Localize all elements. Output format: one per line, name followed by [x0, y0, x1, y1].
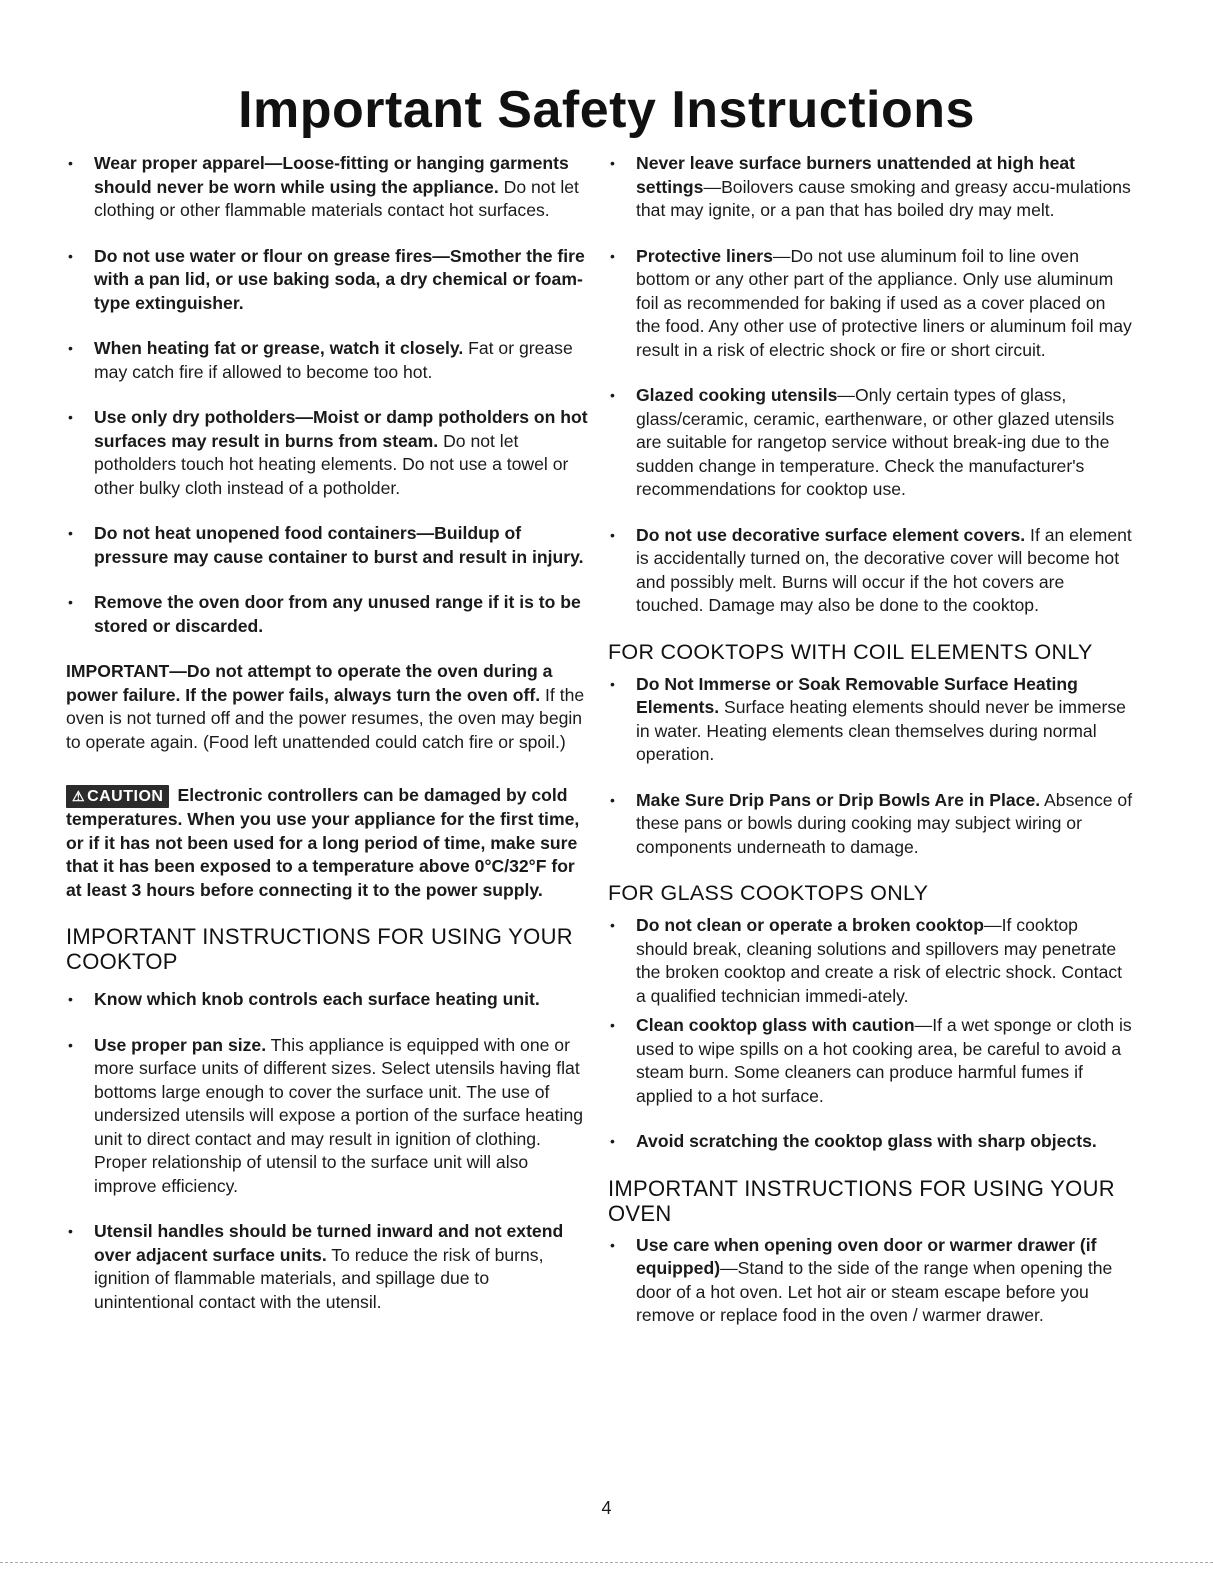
coil-heading: FOR COOKTOPS WITH COIL ELEMENTS ONLY — [608, 639, 1093, 664]
bullet-icon: • — [68, 247, 73, 264]
bullet-icon: • — [610, 247, 615, 264]
list-item — [608, 1234, 1133, 1328]
list-item — [66, 591, 588, 638]
item-text: Do not let potholders touch hot heating elements. Do not use a towel or other bulky cloth instead of a potholder. — [94, 430, 569, 498]
item-bold: Do not use water or flour on grease fires—Smother the fire with a pan lid, or use baking soda, a dry chemical or foam-type extinguisher. — [94, 245, 585, 313]
caution-badge-label: CAUTION — [87, 788, 164, 805]
caution-bold: Electronic controllers can be damaged by cold temperatures. When you use your appliance for the first time, or if it has not been used for a long period of time, make sure that it has been exposed to a temperature above 0°C/32°F for at least 3 hours before connecting it to the power supply. — [66, 785, 580, 900]
bullet-icon: • — [610, 526, 615, 543]
item-bold: Never leave surface burners unattended at high heat settings — [636, 153, 1076, 197]
bullet-icon: • — [610, 1017, 615, 1033]
glass-heading: FOR GLASS COOKTOPS ONLY — [608, 881, 929, 905]
item-text: —Do not use aluminum foil to line oven bottom or any other part of the appliance. Only use aluminum foil as recommended for baking if used as a cover placed on the food. Any other use of protective liners or aluminum foil may result in a risk of electric shock or fire or short circuit. — [636, 245, 1132, 360]
list-item — [608, 152, 1133, 223]
item-bold: Use proper pan size. — [94, 1034, 267, 1055]
item-bold: Utensil handles should be turned inward and not extend over adjacent surface units. — [94, 1221, 564, 1265]
list-item — [66, 988, 588, 1012]
right-column — [608, 152, 1133, 1350]
list-item — [66, 1220, 588, 1314]
list-item — [66, 406, 588, 500]
caution-badge — [66, 785, 169, 808]
item-text: Absence of these pans or bowls during cooking may subject wiring or components underneath to damage. — [636, 789, 1133, 857]
item-bold: When heating fat or grease, watch it closely. — [94, 338, 464, 358]
item-text: To reduce the risk of burns, ignition of flammable materials, and spillage due to unintentional contact with the utensil. — [94, 1244, 544, 1312]
item-text: If an element is accidentally turned on, the decorative cover will become hot and possibly melt. Burns will occur if the hot covers are touched. Damage may also be done to the cooktop. — [636, 524, 1132, 615]
item-bold: Make Sure Drip Pans or Drip Bowls Are in Place. — [636, 789, 1041, 810]
item-text: —If a wet sponge or cloth is used to wipe spills on a hot cooking area, be careful to avoid a steam burn. Some cleaners can produce harmful fumes if applied to a hot surface. — [636, 1015, 1132, 1106]
item-text: Do not let clothing or other flammable materials contact hot surfaces. — [94, 176, 579, 220]
item-bold: Do Not Immerse or Soak Removable Surface Heating Elements. — [636, 673, 1078, 717]
bullet-icon: • — [610, 1236, 615, 1253]
item-bold: Use care when opening oven door or warmer drawer (if equipped) — [636, 1234, 1097, 1278]
item-bold: Know which knob controls each surface heating unit. — [94, 989, 540, 1009]
bullet-icon: • — [68, 991, 73, 1007]
item-text: —Stand to the side of the range when opening the door of a hot oven. Let hot air or steam escape before you remove or replace food in the oven / warmer drawer. — [636, 1258, 1113, 1325]
list-item — [66, 152, 588, 223]
cooktop-heading: IMPORTANT INSTRUCTIONS FOR USING YOUR COOKTOP — [66, 924, 573, 974]
list-item — [66, 1034, 588, 1199]
item-bold: Do not clean or operate a broken cooktop — [636, 915, 985, 935]
item-text: —Boilovers cause smoking and greasy accu-mulations that may ignite, or a pan that has boiled dry may melt. — [636, 176, 1131, 220]
oven-heading: IMPORTANT INSTRUCTIONS FOR USING YOUR OVEN — [608, 1175, 1115, 1226]
caution-notice — [66, 784, 588, 902]
bullet-icon: • — [610, 155, 615, 171]
bullet-icon: • — [610, 1133, 615, 1149]
page-number: 4 — [601, 1498, 612, 1518]
bullet-icon: • — [610, 675, 615, 692]
bullet-icon: • — [68, 594, 73, 610]
item-bold: Avoid scratching the cooktop glass with sharp objects. — [636, 1131, 1097, 1151]
list-item — [608, 1014, 1133, 1108]
page-title: Important Safety Instructions — [238, 81, 975, 139]
item-text: —If cooktop should break, cleaning solutions and spillovers may penetrate the broken cooktop and create a risk of electric shock. Contact a qualified technician immedi-ately. — [636, 915, 1123, 1006]
item-bold: Protective liners — [636, 245, 773, 266]
list-item — [608, 789, 1133, 860]
item-bold: Wear proper apparel—Loose-fitting or hanging garments should never be worn while using the appliance. — [94, 153, 569, 197]
left-column — [66, 152, 588, 1336]
footer-divider — [0, 1562, 1213, 1563]
item-bold: Do not heat unopened food containers—Buildup of pressure may cause container to burst and result in injury. — [94, 523, 584, 567]
item-text: This appliance is equipped with one or more surface units of different sizes. Select utensils having flat bottoms large enough to cover the surface unit. The use of undersized utensils will expose a portion of the surface heating unit to direct contact and may result in ignition of clothing. Proper relationship of utensil to the surface unit will also improve efficiency. — [94, 1034, 584, 1196]
list-item — [608, 384, 1133, 502]
bullet-icon: • — [68, 155, 73, 171]
item-text: —Only certain types of glass, glass/ceramic, ceramic, earthenware, or other glazed utensils are suitable for rangetop service without break-ing due to the sudden change in temperature. Check the manufacturer's recommendations for cooktop use. — [636, 385, 1115, 499]
bullet-icon: • — [68, 525, 73, 541]
item-bold: Glazed cooking utensils — [636, 385, 838, 405]
bullet-icon: • — [68, 409, 73, 425]
list-item — [608, 914, 1133, 1008]
bullet-icon: • — [610, 917, 615, 933]
item-text: Surface heating elements should never be immerse in water. Heating elements clean themselves during normal operation. — [636, 697, 1126, 764]
important-text: If the oven is not turned off and the power resumes, the oven may begin to operate again. (Food left unattended could catch fire or spoil.) — [66, 684, 585, 752]
bullet-icon: • — [68, 1223, 73, 1239]
item-bold: Clean cooktop glass with caution — [636, 1015, 915, 1035]
item-bold: Remove the oven door from any unused range if it is to be stored or discarded. — [94, 592, 581, 636]
item-bold: Do not use decorative surface element covers. — [636, 524, 1026, 545]
bullet-icon: • — [610, 387, 615, 403]
item-bold: Use only dry potholders—Moist or damp potholders on hot surfaces may result in burns from steam. — [94, 407, 588, 451]
warning-triangle-icon: ⚠ — [72, 788, 86, 804]
list-item — [608, 524, 1133, 618]
list-item — [608, 1130, 1133, 1154]
list-item — [66, 245, 588, 316]
list-item — [66, 337, 588, 384]
important-notice — [66, 660, 588, 754]
list-item — [66, 522, 588, 569]
list-item — [608, 245, 1133, 363]
item-text: Fat or grease may catch fire if allowed to become too hot. — [94, 338, 573, 382]
important-bold: IMPORTANT—Do not attempt to operate the oven during a power failure. If the power fails, always turn the oven off. — [66, 661, 553, 705]
bullet-icon: • — [610, 791, 615, 808]
list-item — [608, 673, 1133, 767]
bullet-icon: • — [68, 340, 73, 356]
bullet-icon: • — [68, 1036, 73, 1053]
